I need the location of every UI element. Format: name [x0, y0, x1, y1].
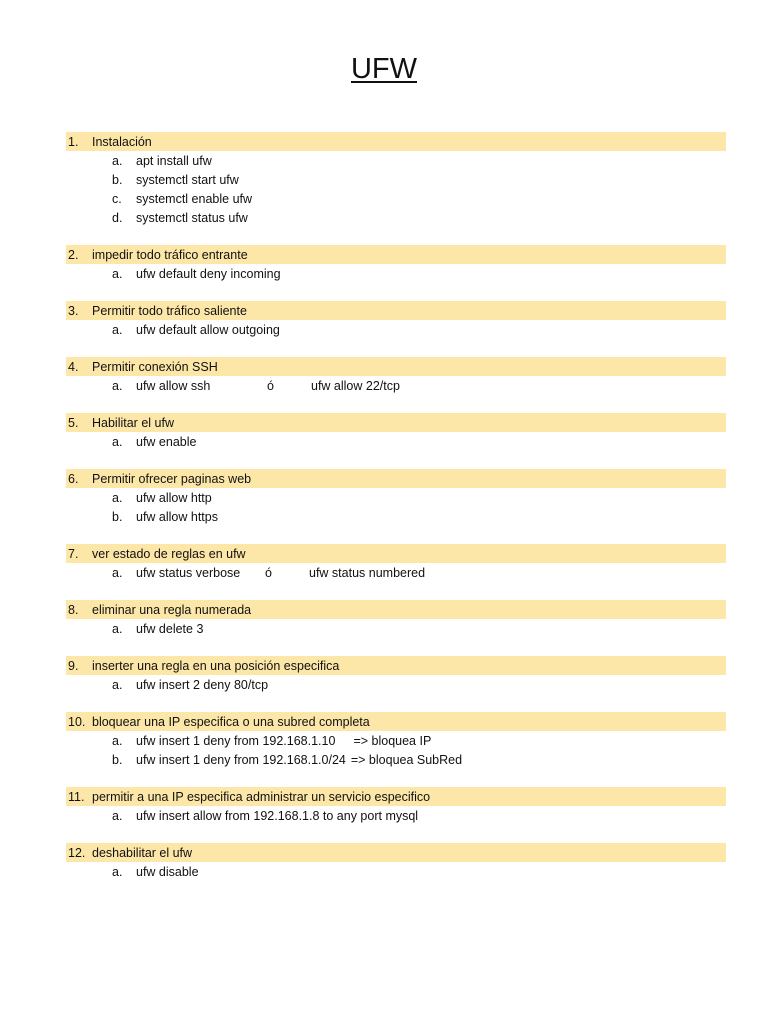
section-number: 3. — [68, 303, 79, 318]
item-command: ufw default allow outgoing — [136, 322, 280, 337]
section-heading-text: Habilitar el ufw — [92, 415, 174, 430]
list-section — [66, 843, 726, 881]
item-command: ufw default deny incoming — [136, 266, 281, 281]
item-command: ufw status verbose — [136, 565, 241, 580]
list-item — [66, 731, 726, 750]
section-number: 7. — [68, 546, 79, 561]
item-letter: b. — [112, 172, 123, 187]
list-section — [66, 245, 726, 283]
section-number: 11. — [68, 789, 85, 804]
list-item — [66, 507, 726, 526]
list-section — [66, 656, 726, 694]
document-title — [0, 52, 768, 86]
section-heading — [66, 843, 726, 862]
item-letter: a. — [112, 378, 123, 393]
item-letter: a. — [112, 322, 123, 337]
item-command: ufw allow http — [136, 490, 212, 505]
item-note: => bloquea IP — [353, 733, 432, 748]
list-item — [66, 320, 726, 339]
item-letter: a. — [112, 153, 123, 168]
list-item — [66, 488, 726, 507]
item-command: ufw allow https — [136, 509, 218, 524]
item-command-alt: ufw status numbered — [309, 565, 426, 580]
item-letter: a. — [112, 434, 123, 449]
section-heading-text: permitir a una IP especifica administrar un servicio especifico — [92, 789, 431, 804]
section-heading — [66, 357, 726, 376]
item-command: ufw allow ssh — [136, 378, 211, 393]
list-item — [66, 619, 726, 638]
list-item — [66, 563, 726, 582]
section-number: 4. — [68, 359, 79, 374]
list-section — [66, 357, 726, 395]
item-letter: a. — [112, 864, 123, 879]
item-command: systemctl status ufw — [136, 210, 248, 225]
list-item — [66, 264, 726, 283]
section-heading — [66, 787, 726, 806]
list-section — [66, 600, 726, 638]
section-heading-text: impedir todo tráfico entrante — [92, 247, 248, 262]
item-letter: b. — [112, 752, 123, 767]
list-section — [66, 413, 726, 451]
section-number: 2. — [68, 247, 79, 262]
list-item — [66, 208, 726, 227]
section-number: 9. — [68, 658, 79, 673]
item-command: ufw insert 1 deny from 192.168.1.10 — [136, 733, 336, 748]
item-command: systemctl start ufw — [136, 172, 239, 187]
document-title-text: UFW — [350, 53, 418, 85]
item-command: ufw disable — [136, 864, 199, 879]
list-item — [66, 189, 726, 208]
section-number: 12. — [68, 845, 86, 860]
item-command: ufw delete 3 — [136, 621, 204, 636]
list-item — [66, 376, 726, 395]
item-command: ufw insert allow from 192.168.1.8 to any port mysql — [136, 808, 419, 823]
section-heading-text: bloquear una IP especifica o una subred completa — [92, 714, 370, 729]
item-separator: ó — [267, 378, 274, 393]
section-heading-text: ver estado de reglas en ufw — [92, 546, 246, 561]
section-heading — [66, 656, 726, 675]
section-number: 8. — [68, 602, 79, 617]
section-number: 6. — [68, 471, 79, 486]
item-letter: a. — [112, 565, 123, 580]
item-letter: a. — [112, 808, 123, 823]
item-letter: a. — [112, 621, 123, 636]
list-section — [66, 787, 726, 825]
list-section — [66, 301, 726, 339]
section-heading — [66, 413, 726, 432]
item-letter: a. — [112, 490, 123, 505]
section-heading — [66, 600, 726, 619]
section-number: 5. — [68, 415, 79, 430]
section-heading-text: eliminar una regla numerada — [92, 602, 252, 617]
item-letter: b. — [112, 509, 123, 524]
item-separator: ó — [265, 565, 272, 580]
item-command: ufw insert 2 deny 80/tcp — [136, 677, 269, 692]
section-heading — [66, 712, 726, 731]
list-section — [66, 132, 726, 227]
list-item — [66, 432, 726, 451]
section-heading-text: Instalación — [92, 134, 152, 149]
list-item — [66, 151, 726, 170]
section-heading-text: Permitir todo tráfico saliente — [92, 303, 247, 318]
section-heading — [66, 245, 726, 264]
section-heading-text: deshabilitar el ufw — [92, 845, 193, 860]
section-heading-text: inserter una regla en una posición especifica — [92, 658, 340, 673]
item-command: ufw enable — [136, 434, 197, 449]
list-item — [66, 750, 726, 769]
item-letter: a. — [112, 266, 123, 281]
list-item — [66, 806, 726, 825]
section-heading — [66, 544, 726, 563]
section-heading — [66, 132, 726, 151]
list-item — [66, 675, 726, 694]
item-command: apt install ufw — [136, 153, 212, 168]
list-section — [66, 712, 726, 769]
list-item — [66, 170, 726, 189]
numbered-list — [66, 132, 726, 899]
section-heading — [66, 469, 726, 488]
item-command-alt: ufw allow 22/tcp — [311, 378, 400, 393]
section-heading-text: Permitir conexión SSH — [92, 359, 218, 374]
list-item — [66, 862, 726, 881]
item-command: systemctl enable ufw — [136, 191, 253, 206]
section-heading — [66, 301, 726, 320]
item-letter: c. — [112, 191, 122, 206]
item-note: => bloquea SubRed — [350, 752, 463, 767]
item-letter: a. — [112, 733, 123, 748]
section-number: 1. — [68, 134, 79, 149]
list-section — [66, 469, 726, 526]
section-number: 10. — [68, 714, 86, 729]
section-heading-text: Permitir ofrecer paginas web — [92, 471, 252, 486]
item-command: ufw insert 1 deny from 192.168.1.0/24 — [136, 752, 346, 767]
list-section — [66, 544, 726, 582]
item-letter: a. — [112, 677, 123, 692]
item-letter: d. — [112, 210, 123, 225]
